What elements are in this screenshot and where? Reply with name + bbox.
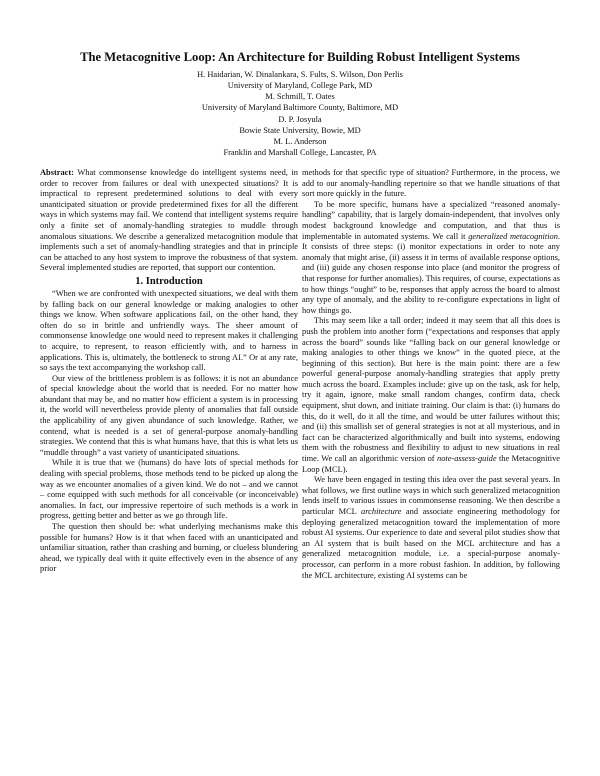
section-heading-introduction: 1. Introduction bbox=[135, 275, 203, 287]
author-block bbox=[0, 69, 600, 158]
paragraph bbox=[302, 200, 560, 317]
affiliation-line: Franklin and Marshall College, Lancaster, PA bbox=[223, 148, 377, 158]
text-run: To be more specific, humans have a specialized “reasoned anomaly-handling” capability, that is largely domain-independent, that involves only modest background knowledge and computation, and that thus is implementable in automated systems. We call it bbox=[302, 199, 560, 241]
paragraph bbox=[302, 316, 560, 475]
paragraph: While it is true that we (humans) do have lots of special methods for dealing with special problems, those methods tend to be picked up along the way as we encounter anomalies of a given kind. We do not – and we cannot – come equipped with such methods for all conceivable (or inconceivable) anomalies. In fact, our impressive repertoire of such methods is a work in progress, getting better and better as we go through life. bbox=[40, 458, 298, 521]
abstract-text: What commonsense knowledge do intelligent systems need, in order to recover from failures or deal with unexpected situations? It is impractical to represent predetermined solutions to deal with every unanticipated situation or provide predetermined fixes for all the different ways in which systems may fail. We contend that intelligent systems require only a finite set of anomaly-handling strategies to muddle through anomalous situations. We describe a generalized metacognition module that implements such a set of anomaly-handling strategies and that in principle can be attached to any host system to improve the robustness of that system. Several implemented studies are reported, that support our contention. bbox=[40, 168, 298, 273]
emphasis: architecture bbox=[361, 507, 402, 516]
paragraph: “When we are confronted with unexpected situations, we deal with them by falling back on our general knowledge or making analogies to other things we know. When software applications fail, on the other hand, they often do so in brittle and unfriendly ways. The sheer amount of commonsense knowledge one would need to represent makes it challenging to acquire, to represent, to reason efficiently with, and to harness in applications. This is, ultimately, the bottleneck to strong AI.” Or at any rate, so says the text accompanying the workshop call. bbox=[40, 288, 298, 373]
paper-title: The Metacognitive Loop: An Architecture for Building Robust Intelligent Systems bbox=[80, 50, 520, 64]
text-run: and associate engineering methodology for deploying generalized metacognition toward the implementation of more robust AI systems. Our experience to date and several pilot studies show that an AI system that is built based on the MCL architecture and has a generalized metacognition module, i.e. a special-purpose anomaly-processor, can perform in a more robust fashion. In addition, by following the MCL architecture, existing AI systems can be bbox=[302, 507, 560, 580]
paragraph: methods for that specific type of situation? Furthermore, in the process, we add to our anomaly-handling repertoire so that we handle situations of that sort more quickly in the future. bbox=[302, 168, 560, 199]
author-line: H. Haidarian, W. Dinalankara, S. Fults, S. Wilson, Don Perlis bbox=[197, 70, 403, 79]
text-run: This may seem like a tall order; indeed it may seem that all this does is push the problem into another form (“expectations and responses that apply across the board” sounds like “falling back on our general knowledge or making analogies to other things we know” in the quoted piece, at the beginning of this section). But here is the main point: there are a few powerful general-purpose anomaly-handling strategies that apply pretty much across the board. Examples include: give up on the task, ask for help, try it again, ignore, make small random changes, confirm data, check equipment, shut down, and initiate training. Our claim is that: (i) humans do this, do it well, do it all the time, and would be utter failures without this; and (ii) this smallish set of general strategies is not at all mysterious, and in fact can be characterized algorithmically and built into systems, endowing them with the robustness and flexibility to adjust to new situations in real time. We call an algorithmic version of bbox=[302, 316, 560, 464]
abstract bbox=[40, 168, 298, 274]
abstract-label: Abstract: bbox=[40, 168, 74, 177]
left-column bbox=[40, 168, 298, 575]
paragraph bbox=[302, 475, 560, 581]
emphasis: generalized metacognition bbox=[468, 231, 558, 241]
affiliation-line: University of Maryland, College Park, MD bbox=[227, 81, 373, 91]
paragraph: Our view of the brittleness problem is as follows: it is not an abundance of special knowledge about the world that is needed. For no matter how abundant that may be, and no matter how efficient a system is in processing it, the world will nevertheless provide plenty of anomalies that fall outside the applicability of any given abundance of such knowledge. Rather, we contend, what is needed is a set of general-purpose anomaly-handling strategies. We contend that this is what humans have, that this is what lets us “muddle through” a vast variety of unanticipated situations. bbox=[40, 373, 298, 457]
author-line: D. P. Josyula bbox=[278, 114, 322, 124]
text-run: . It consists of three steps: (i) monitor expectations in order to note any anomaly that might arise, (ii) assess it in terms of available response options, and (iii) guide any chosen response into place (and monitor the progress of that response for further anomalies). This requires, of course, expectations as to how things “ought” to be, responses that apply across the board to almost any type of anomaly, and the ability to re-configure expectations in light of how things go. bbox=[302, 231, 560, 315]
author-line: M. Schmill, T. Oates bbox=[265, 92, 335, 102]
affiliation-line: Bowie State University, Bowie, MD bbox=[239, 125, 361, 135]
emphasis: note-assess-guide bbox=[437, 454, 497, 464]
right-column bbox=[302, 168, 560, 581]
text-run: We have been engaged in testing this idea over the past several years. In what follows, we first outline ways in which such generalized metacognition lends itself to various issues in commonsense reasoning. We then describe a particular MCL bbox=[302, 475, 560, 516]
paragraph: The question then should be: what underlying mechanisms make this possible for humans? How is it that when faced with an unanticipated and unfamiliar situation, rather than crashing and burning, or clueless blundering ahead, we typically deal with it quite effectively even in the absence of any prior bbox=[40, 522, 298, 574]
affiliation-line: University of Maryland Baltimore County, Baltimore, MD bbox=[201, 103, 399, 113]
text-run: the Metacognitive Loop (MCL). bbox=[302, 454, 561, 474]
author-line: M. L. Anderson bbox=[273, 136, 327, 146]
